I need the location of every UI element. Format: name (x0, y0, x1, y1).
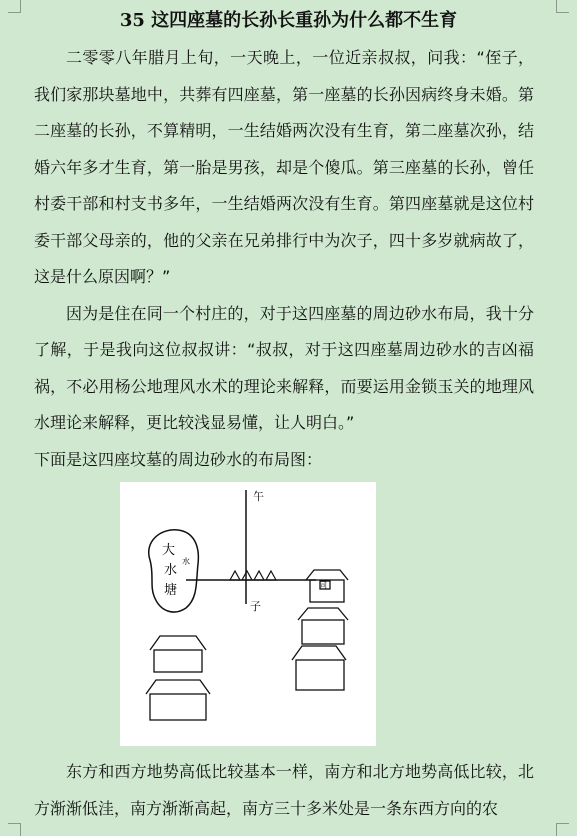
layout-diagram (120, 482, 376, 746)
crop-mark-bottom-left (8, 823, 21, 836)
figure-intro-line: 下面是这四座坟墓的周边砂水的布局图： (34, 449, 323, 469)
grave-marker-2 (242, 571, 252, 580)
north-label: 午 (253, 490, 264, 503)
house-right-bottom (292, 646, 346, 690)
paragraph-1: 二零零八年腊月上旬，一天晚上，一位近亲叔叔，问我：“侄子，我们家那块墓地中，共葬有四座墓，第一座墓的长孙因病终身未婚。第二座墓的长孙，不算精明，一生结婚两次没有生育，第二座墓次孙，结婚六年多才生育，第一胎是男孩，却是个傻瓜。第三座墓的长孙，曾任村委干部和村支书多年，一生结婚两次没有生育。第四座墓就是这位村委干部父母亲的，他的父亲在兄弟排行中为次子，四十多岁就病故了，这是什么原因啊？” (34, 48, 534, 286)
body-text-continued (34, 754, 534, 827)
house-east-line (306, 570, 348, 602)
pond-small-label: 水 (182, 557, 190, 566)
grave-marker-3 (254, 571, 264, 580)
pond-label-3: 塘 (164, 583, 178, 598)
house-left-bottom (146, 680, 210, 720)
body-text (34, 40, 534, 478)
crop-mark-bottom-right (556, 823, 569, 836)
house-label: 同 (319, 581, 327, 590)
house-left-middle (150, 636, 206, 672)
grave-marker-4 (266, 571, 276, 580)
pond-label-1: 大 (162, 543, 176, 558)
paragraph-3: 东方和西方地势高低比较基本一样，南方和北方地势高低比较，北方渐渐低洼，南方渐渐高起，南方三十多米处是一条东西方向的农 (34, 762, 534, 818)
page-title: 35 这四座墓的长孙长重孙为什么都不生育 (119, 10, 458, 31)
paragraph-2: 因为是住在同一个村庄的，对于这四座墓的周边砂水布局，我十分了解，于是我向这位叔叔讲：“叔叔，对于这四座墓周边砂水的吉凶福祸，不必用杨公地理风水术的理论来解释，而要运用金锁玉关的地理风水理论来解释，更比较浅显易懂，让人明白。” (34, 303, 534, 432)
pond-label-2: 水 (164, 563, 178, 578)
grave-marker-1 (230, 571, 240, 580)
south-label: 子 (250, 600, 261, 613)
house-right-middle (298, 608, 348, 644)
layout-diagram-drawing (120, 482, 376, 746)
